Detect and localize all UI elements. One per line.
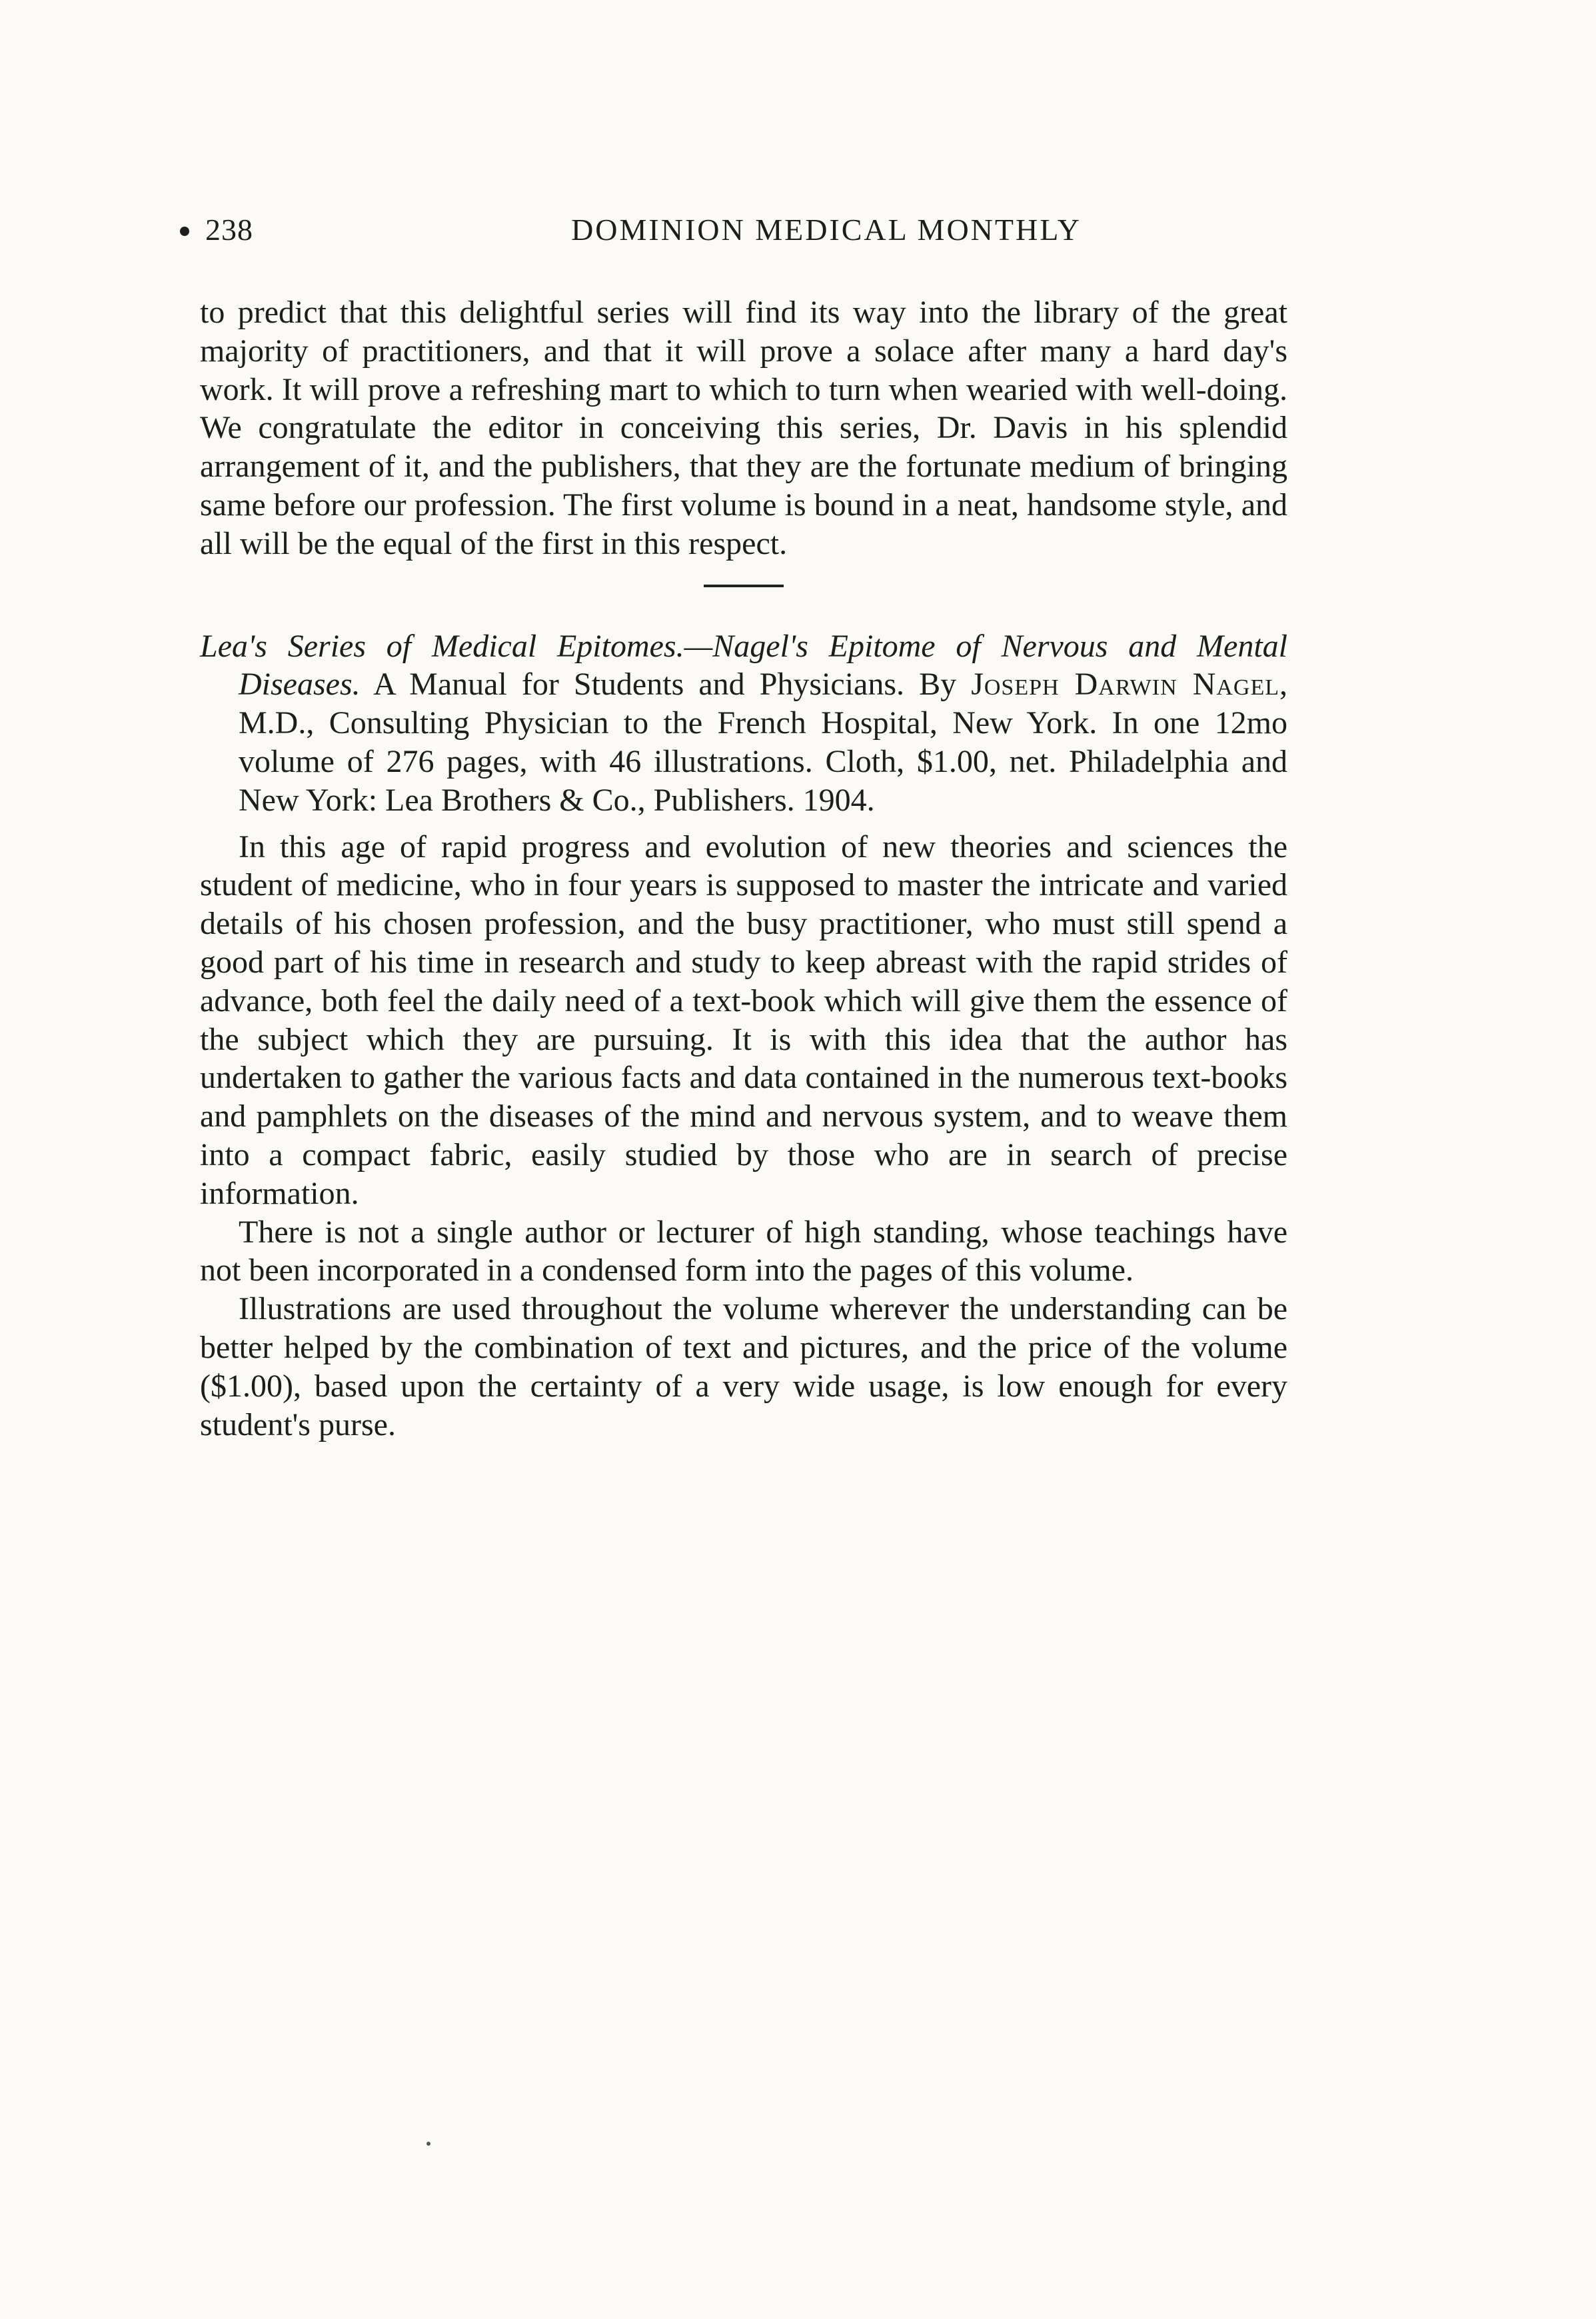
citation-subtitle: A Manual for Students and Physicians. By (360, 667, 972, 703)
running-head: DOMINION MEDICAL MONTHLY (571, 213, 1082, 247)
intro-paragraph: to predict that this delightful series will find its way into the library of the great majority of practitioners, and that it will prove a solace after many a hard day's work. It will prove a refreshing mart to which to turn when wearied with well-doing. We congratulate the editor in conceiving this series, Dr. Davis in his splendid arrangement of it, and the publishers, that they are the fortunate medium of bringing same before our profession. The first volume is bound in a neat, handsome style, and all will be the equal of the first in this respect. (200, 295, 1287, 561)
review-paragraph: In this age of rapid progress and evolution of new theories and sciences the student of medicine, who in four years is supposed to master the intricate and varied details of his chosen profession, and the busy practitioner, who must still spend a good part of his time in research and study to keep abreast with the rapid strides of advance, both feel the daily need of a text-book which will give them the essence of the subject which they are pursuing. It is with this idea that the author has undertaken to gather the various facts and data contained in the numerous text-books and pamphlets on the diseases of the mind and nervous system, and to weave them into a compact fabric, easily studied by those who are in search of precise information. (200, 829, 1287, 1211)
review-paragraph: Illustrations are used throughout the volume wherever the understanding can be better helped by the combination of text and pictures, and the price of the volume ($1.00), based upon the certainty of a very wide usage, is low enough for every student's purse. (200, 1291, 1287, 1442)
citation-author: Joseph Darwin Nagel (971, 667, 1279, 703)
section-divider (704, 585, 784, 587)
review-paragraph: There is not a single author or lecturer of high standing, whose teachings have not been incorporated in a condensed form into the pages of this volume. (200, 1214, 1287, 1288)
book-citation (200, 627, 1287, 820)
page-header (180, 212, 1319, 265)
page-number: 238 (205, 213, 253, 247)
citation-details: , M.D., Consulting Physician to the French Hospital, New York. In one 12mo volume of 276 pages, with 46 illustrations. Cloth, $1.00, net. Philadelphia and New York: Lea Brothers & Co., Publishers. 1904. (239, 667, 1287, 818)
page-content (200, 293, 1287, 1444)
page-end-mark (426, 2142, 430, 2146)
bullet-mark (180, 227, 189, 236)
citation-title: Lea's Series of Medical Epitomes.—Nagel's Epitome of Nervous and Mental Diseases. (200, 628, 1287, 703)
